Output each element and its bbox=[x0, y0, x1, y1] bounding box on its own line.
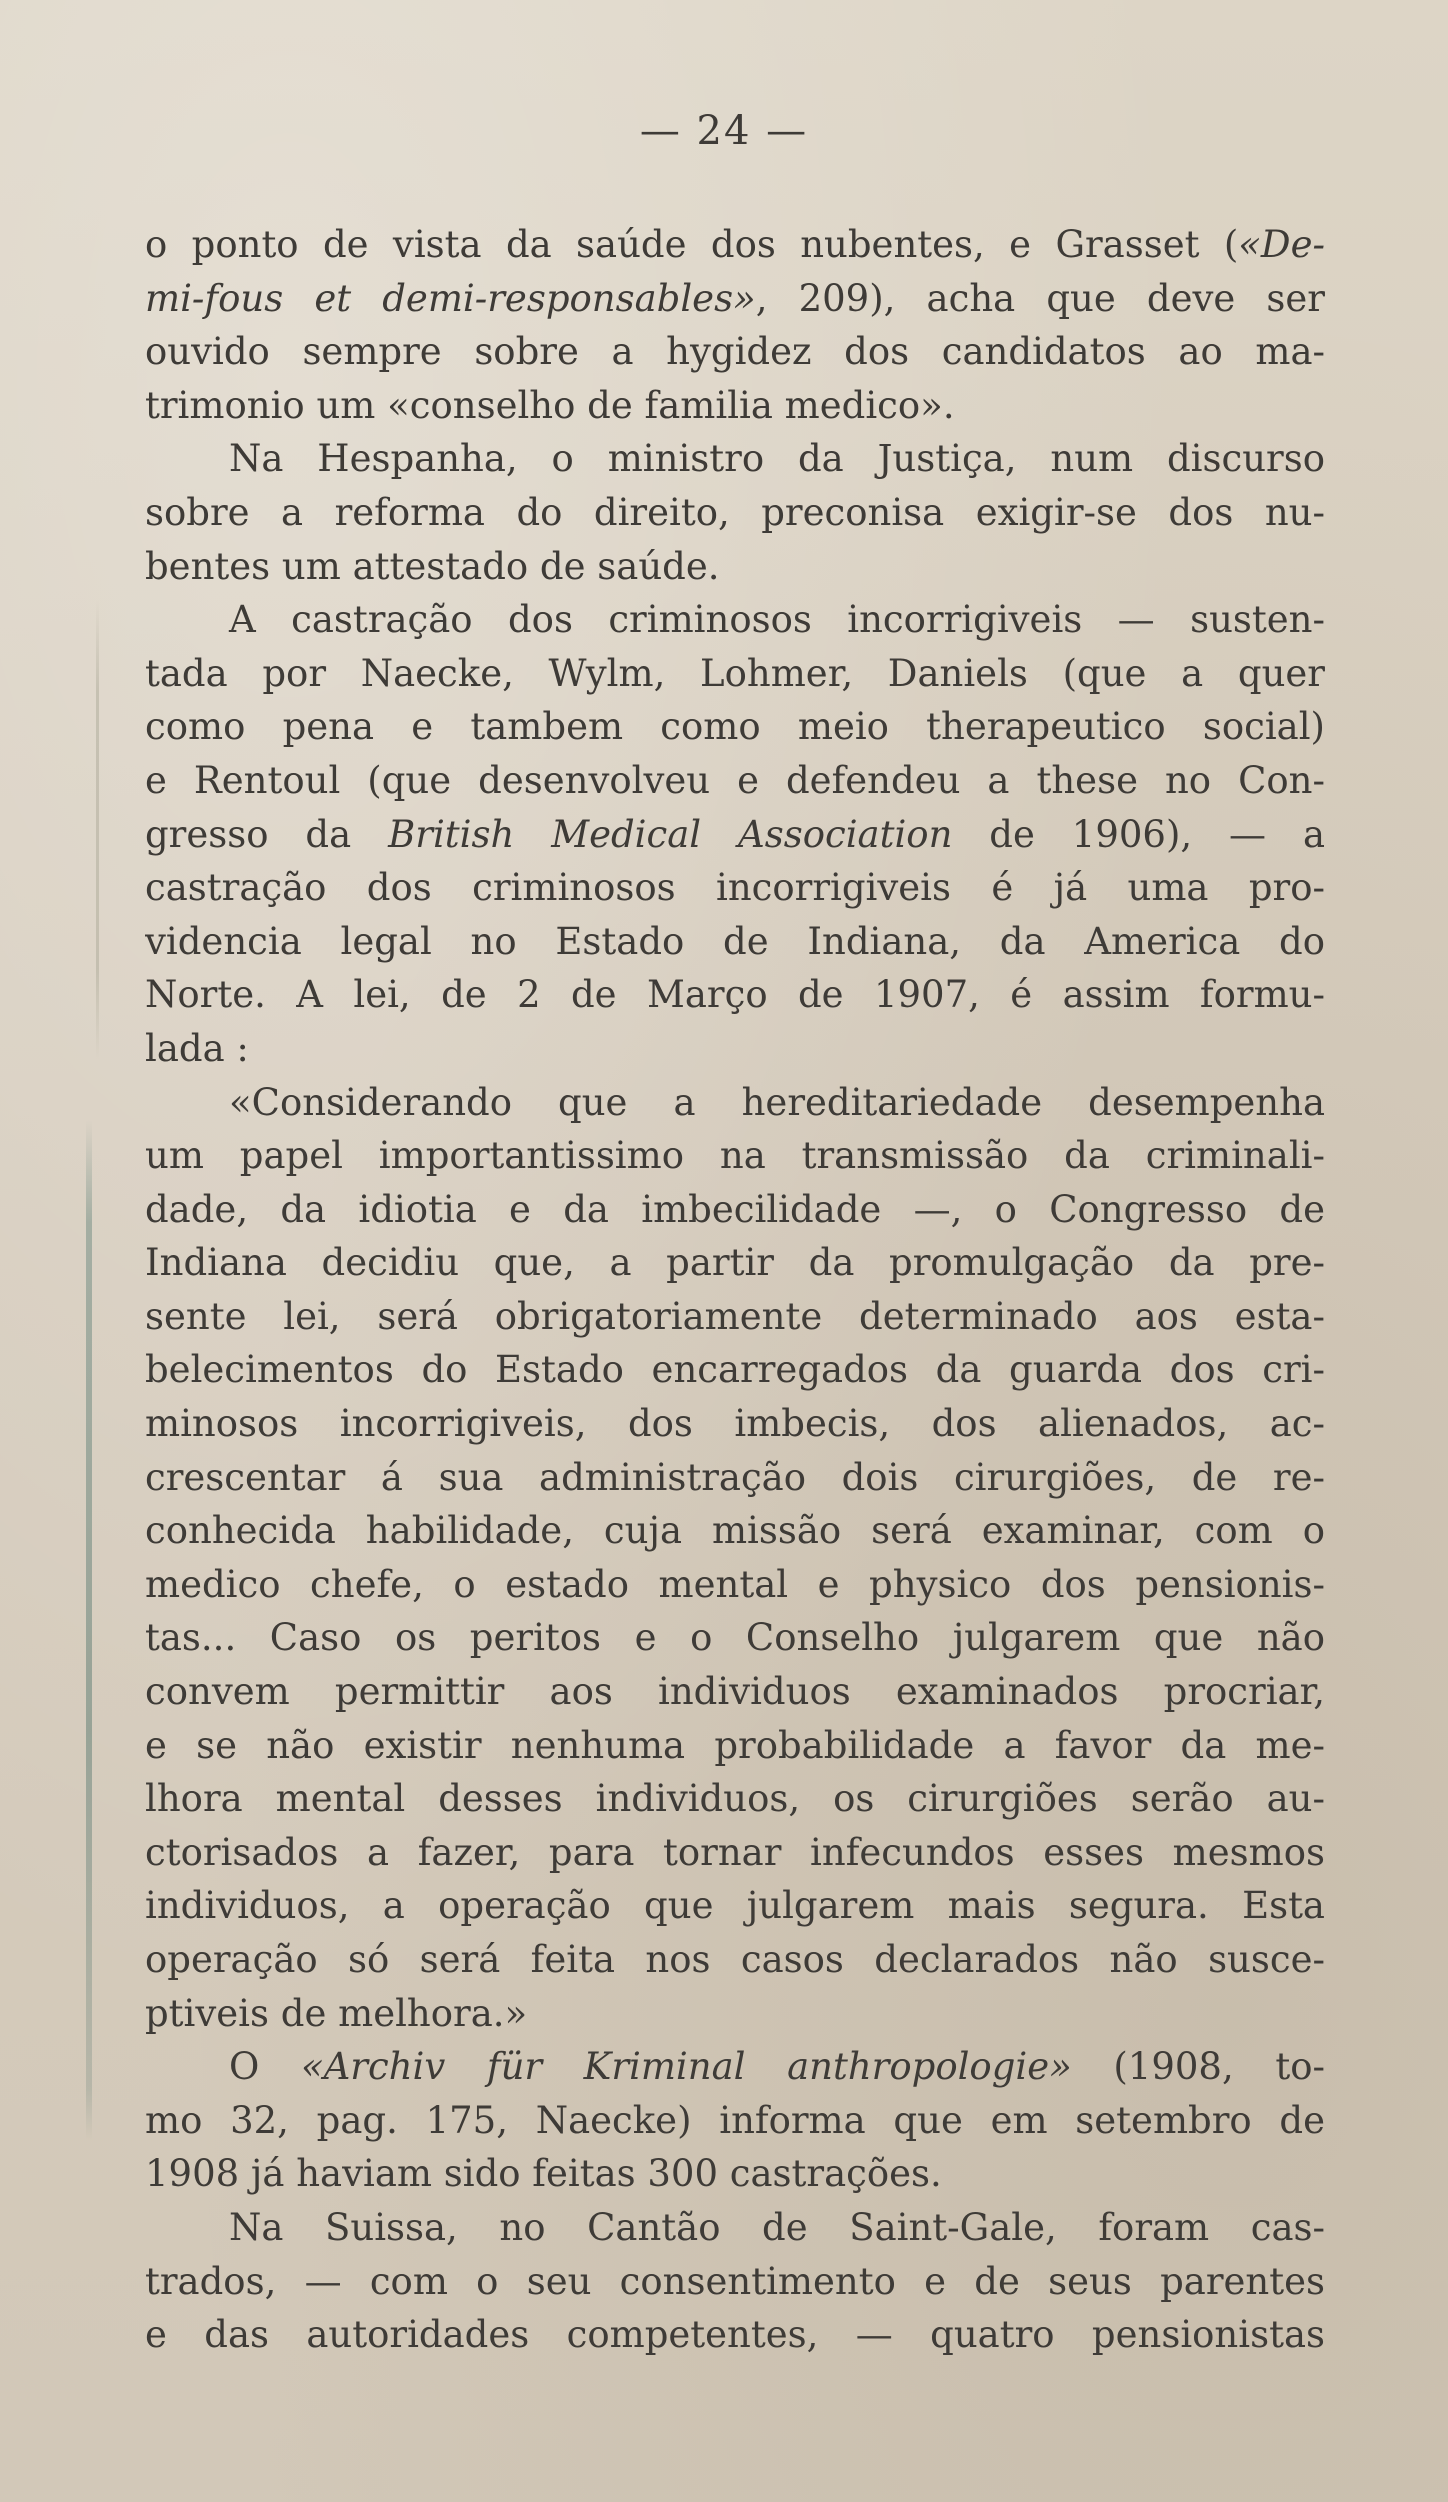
text-line bbox=[145, 486, 1325, 540]
text-run: Na Hespanha, o ministro da Justiça, num discurso bbox=[229, 437, 1325, 481]
text-run: sente lei, será obrigatoriamente determinado aos esta- bbox=[145, 1294, 1325, 1338]
italic-text: mi-fous et demi-responsables» bbox=[145, 276, 756, 320]
text-line bbox=[145, 1397, 1325, 1451]
page-number: — 24 — bbox=[639, 108, 809, 154]
text-run: A castração dos criminosos incorrigiveis — susten- bbox=[229, 598, 1325, 642]
text-run: e se não existir nenhuma probabilidade a favor da me- bbox=[145, 1723, 1325, 1767]
text-line bbox=[145, 1022, 1325, 1076]
text-line bbox=[145, 1290, 1325, 1344]
text-line bbox=[145, 218, 1325, 272]
text-line bbox=[145, 754, 1325, 808]
text-run: individuos, a operação que julgarem mais segura. Esta bbox=[145, 1884, 1325, 1928]
text-line bbox=[145, 861, 1325, 915]
text-run: dade, da idiotia e da imbecilidade —, o Congresso de bbox=[145, 1187, 1325, 1231]
text-line bbox=[145, 1451, 1325, 1505]
text-run: lhora mental desses individuos, os cirurgiões serão au- bbox=[145, 1777, 1325, 1821]
text-line bbox=[145, 1343, 1325, 1397]
text-line bbox=[145, 647, 1325, 701]
text-run: minosos incorrigiveis, dos imbecis, dos alienados, ac- bbox=[145, 1402, 1325, 1446]
text-line bbox=[145, 915, 1325, 969]
text-run: O bbox=[229, 2045, 301, 2089]
text-line bbox=[145, 1236, 1325, 1290]
text-run: trados, — com o seu consentimento e de seus parentes bbox=[145, 2259, 1325, 2303]
text-line bbox=[145, 968, 1325, 1022]
text-run: castração dos criminosos incorrigiveis é já uma pro- bbox=[145, 866, 1325, 910]
text-run: convem permittir aos individuos examinados procriar, bbox=[145, 1670, 1325, 1714]
body-text bbox=[145, 218, 1325, 2362]
text-line bbox=[145, 1504, 1325, 1558]
text-line bbox=[145, 593, 1325, 647]
text-run: gresso da bbox=[145, 812, 389, 856]
text-run: lada : bbox=[145, 1026, 249, 1070]
text-line bbox=[145, 1665, 1325, 1719]
margin-binding-strip bbox=[86, 1120, 92, 2140]
italic-text: «De- bbox=[1238, 223, 1325, 266]
text-run: medico chefe, o estado mental e physico dos pensionis- bbox=[145, 1562, 1325, 1606]
text-line bbox=[145, 1611, 1325, 1665]
text-run: como pena e tambem como meio therapeutico social) bbox=[145, 705, 1325, 749]
text-run: mo 32, pag. 175, Naecke) informa que em setembro de bbox=[145, 2098, 1325, 2142]
text-line bbox=[145, 325, 1325, 379]
text-line bbox=[145, 540, 1325, 594]
text-line bbox=[145, 2147, 1325, 2201]
text-run: «Considerando que a hereditariedade desempenha bbox=[229, 1080, 1325, 1124]
margin-stain bbox=[96, 600, 99, 1060]
text-line bbox=[145, 379, 1325, 433]
text-run: o ponto de vista da saúde dos nubentes, e Grasset ( bbox=[145, 223, 1239, 266]
text-run: operação só será feita nos casos declarados não susce- bbox=[145, 1938, 1325, 1981]
text-run: Norte. A lei, de 2 de Março de 1907, é assim formu- bbox=[145, 973, 1325, 1017]
text-line bbox=[145, 1183, 1325, 1237]
text-line bbox=[145, 2201, 1325, 2255]
text-run: 1908 já haviam sido feitas 300 castrações. bbox=[145, 2152, 942, 2196]
text-run: tada por Naecke, Wylm, Lohmer, Daniels (que a quer bbox=[145, 651, 1325, 695]
text-line bbox=[145, 1772, 1325, 1826]
text-line bbox=[145, 1879, 1325, 1933]
text-line bbox=[145, 272, 1325, 326]
text-line bbox=[145, 1558, 1325, 1612]
text-run: e das autoridades competentes, — quatro pensionistas bbox=[145, 2313, 1325, 2357]
text-line bbox=[145, 1987, 1325, 2041]
text-line bbox=[145, 808, 1325, 862]
text-run: e Rentoul (que desenvolveu e defendeu a these no Con- bbox=[145, 758, 1325, 802]
text-line bbox=[145, 1933, 1325, 1987]
text-line bbox=[145, 2308, 1325, 2362]
text-line bbox=[145, 1129, 1325, 1183]
text-line bbox=[145, 2040, 1325, 2094]
text-run: ouvido sempre sobre a hygidez dos candidatos ao ma- bbox=[145, 330, 1325, 374]
text-line bbox=[145, 1076, 1325, 1130]
text-run: ctorisados a fazer, para tornar infecundos esses mesmos bbox=[145, 1830, 1325, 1874]
text-line bbox=[145, 700, 1325, 754]
text-run: ptiveis de melhora.» bbox=[145, 1991, 528, 2035]
text-run: Na Suissa, no Cantão de Saint-Gale, foram cas- bbox=[229, 2205, 1325, 2249]
text-run: de 1906), — a bbox=[952, 812, 1325, 856]
text-line bbox=[145, 2094, 1325, 2148]
text-run: bentes um attestado de saúde. bbox=[145, 544, 720, 588]
text-line bbox=[145, 432, 1325, 486]
text-run: um papel importantissimo na transmissão da criminali- bbox=[145, 1134, 1325, 1178]
text-run: (1908, to- bbox=[1071, 2045, 1325, 2089]
text-line bbox=[145, 2255, 1325, 2309]
text-run: belecimentos do Estado encarregados da guarda dos cri- bbox=[145, 1348, 1325, 1392]
text-run: sobre a reforma do direito, preconisa exigir-se dos nu- bbox=[145, 490, 1325, 534]
text-run: Indiana decidiu que, a partir da promulgação da pre- bbox=[145, 1241, 1325, 1285]
text-line bbox=[145, 1719, 1325, 1773]
text-run: , 209), acha que deve ser bbox=[755, 276, 1325, 320]
text-run: crescentar á sua administração dois cirurgiões, de re- bbox=[145, 1455, 1325, 1499]
text-line bbox=[145, 1826, 1325, 1880]
text-run: trimonio um «conselho de familia medico». bbox=[145, 383, 955, 427]
text-run: tas... Caso os peritos e o Conselho julgarem que não bbox=[145, 1616, 1325, 1660]
italic-text: «Archiv für Kriminal anthropologie» bbox=[300, 2045, 1072, 2089]
text-run: conhecida habilidade, cuja missão será examinar, com o bbox=[145, 1509, 1325, 1553]
text-run: videncia legal no Estado de Indiana, da America do bbox=[145, 919, 1325, 963]
italic-text: British Medical Association bbox=[388, 812, 953, 856]
